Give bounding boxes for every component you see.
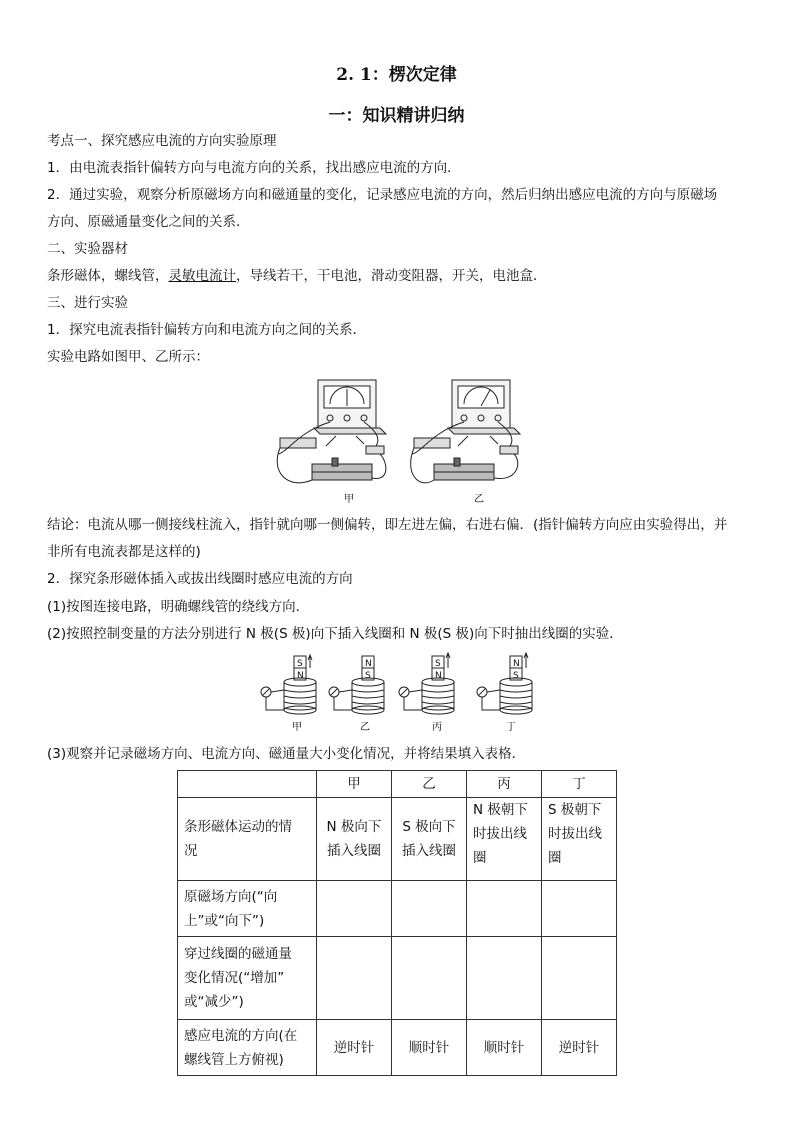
figure2-label-yi: 乙 [360, 722, 370, 733]
table-header-row [178, 771, 617, 798]
table-cell: N 极朝下 时拔出线 圈 [467, 798, 542, 881]
table-cell [542, 937, 617, 1020]
magnet-coil-yi [329, 656, 384, 714]
table-cell: 逆时针 [542, 1020, 617, 1076]
magnet-coil-jia [261, 655, 316, 714]
table-header-cell: 乙 [392, 771, 467, 798]
equipment-heading: 二、实验器材 [47, 241, 128, 257]
table-header-cell: 丙 [467, 771, 542, 798]
table-row [178, 881, 617, 937]
conclusion-cont: 非所有电流表都是这样的) [47, 544, 201, 560]
row-label: 穿过线圈的磁通量 变化情况(“增加” 或“减少”) [178, 937, 317, 1020]
table-header-cell [178, 771, 317, 798]
table-cell: N 极向下 插入线圈 [317, 798, 392, 881]
magnet-coil-ding [477, 653, 532, 714]
magnet-yi-top: N [365, 659, 372, 669]
figure1-label-jia: 甲 [344, 494, 354, 505]
figure1-label-yi: 乙 [474, 494, 484, 505]
magnet-jia-bottom: N [297, 671, 304, 681]
principle-2: 2．通过实验，观察分析原磁场方向和磁通量的变化，记录感应电流的方向，然后归纳出感应电流的方向与原磁场 [47, 187, 718, 203]
principle-2-cont: 方向、原磁通量变化之间的关系． [47, 214, 250, 230]
figure2-label-ding: 丁 [506, 722, 516, 733]
table-cell: 顺时针 [467, 1020, 542, 1076]
table-row [178, 937, 617, 1020]
magnet-ding-top: N [513, 659, 520, 669]
table-cell: 逆时针 [317, 1020, 392, 1076]
row-label: 条形磁体运动的情 况 [178, 798, 317, 881]
equipment-list: 条形磁体，螺线管，灵敏电流计，导线若干，干电池，滑动变阻器，开关，电池盒． [47, 268, 547, 284]
magnet-bing-top: S [435, 659, 441, 669]
table-cell [467, 937, 542, 1020]
procedure-heading: 三、进行实验 [47, 295, 128, 311]
figure2-label-bing: 丙 [432, 722, 442, 733]
step-2-2: (2)按照控制变量的方法分别进行 N 极(S 极)向下插入线圈和 N 极(S 极)向下时抽出线圈的实验． [47, 626, 623, 642]
step-1: 1．探究电流表指针偏转方向和电流方向之间的关系． [47, 322, 367, 338]
row-label: 感应电流的方向(在 螺线管上方俯视) [178, 1020, 317, 1076]
magnet-coil-bing [399, 653, 454, 714]
table-cell [542, 881, 617, 937]
table-cell: S 极向下 插入线圈 [392, 798, 467, 881]
figure2-label-jia: 甲 [292, 722, 302, 733]
circuit-figure [268, 372, 528, 510]
magnet-coil-figure [258, 650, 538, 736]
table-row [178, 1020, 617, 1076]
table-cell: S 极朝下 时拔出线 圈 [542, 798, 617, 881]
table-cell [392, 937, 467, 1020]
step-2-1: (1)按图连接电路，明确螺线管的绕线方向． [47, 599, 310, 615]
table-cell: 顺时针 [392, 1020, 467, 1076]
row-label: 原磁场方向(“向 上”或“向下”) [178, 881, 317, 937]
table-cell [467, 881, 542, 937]
galvanometer-term: 灵敏电流计 [168, 268, 236, 284]
magnet-bing-bottom: N [435, 671, 442, 681]
table-cell [317, 937, 392, 1020]
magnet-jia-top: S [297, 659, 303, 669]
circuit-intro: 实验电路如图甲、乙所示： [47, 349, 209, 365]
step-2: 2．探究条形磁体插入或拔出线圈时感应电流的方向 [47, 571, 353, 587]
magnet-ding-bottom: S [513, 671, 519, 681]
table-cell [392, 881, 467, 937]
page-title: 2. 1：楞次定律 [336, 65, 457, 85]
magnet-yi-bottom: S [365, 671, 371, 681]
circuit-yi [411, 380, 520, 483]
table-header-cell: 甲 [317, 771, 392, 798]
results-table [177, 770, 617, 1076]
table-header-cell: 丁 [542, 771, 617, 798]
table-cell [317, 881, 392, 937]
table-row [178, 798, 617, 881]
conclusion: 结论：电流从哪一侧接线柱流入，指针就向哪一侧偏转，即左进左偏，右进右偏．(指针偏转方向应由实验得出，并 [47, 517, 728, 533]
principle-1: 1．由电流表指针偏转方向与电流方向的关系，找出感应电流的方向． [47, 160, 461, 176]
step-2-3: (3)观察并记录磁场方向、电流方向、磁通量大小变化情况，并将结果填入表格． [47, 746, 526, 762]
circuit-jia [277, 380, 386, 483]
section-title: 一：知识精讲归纳 [328, 106, 465, 126]
topic-heading: 考点一、探究感应电流的方向实验原理 [47, 133, 277, 149]
